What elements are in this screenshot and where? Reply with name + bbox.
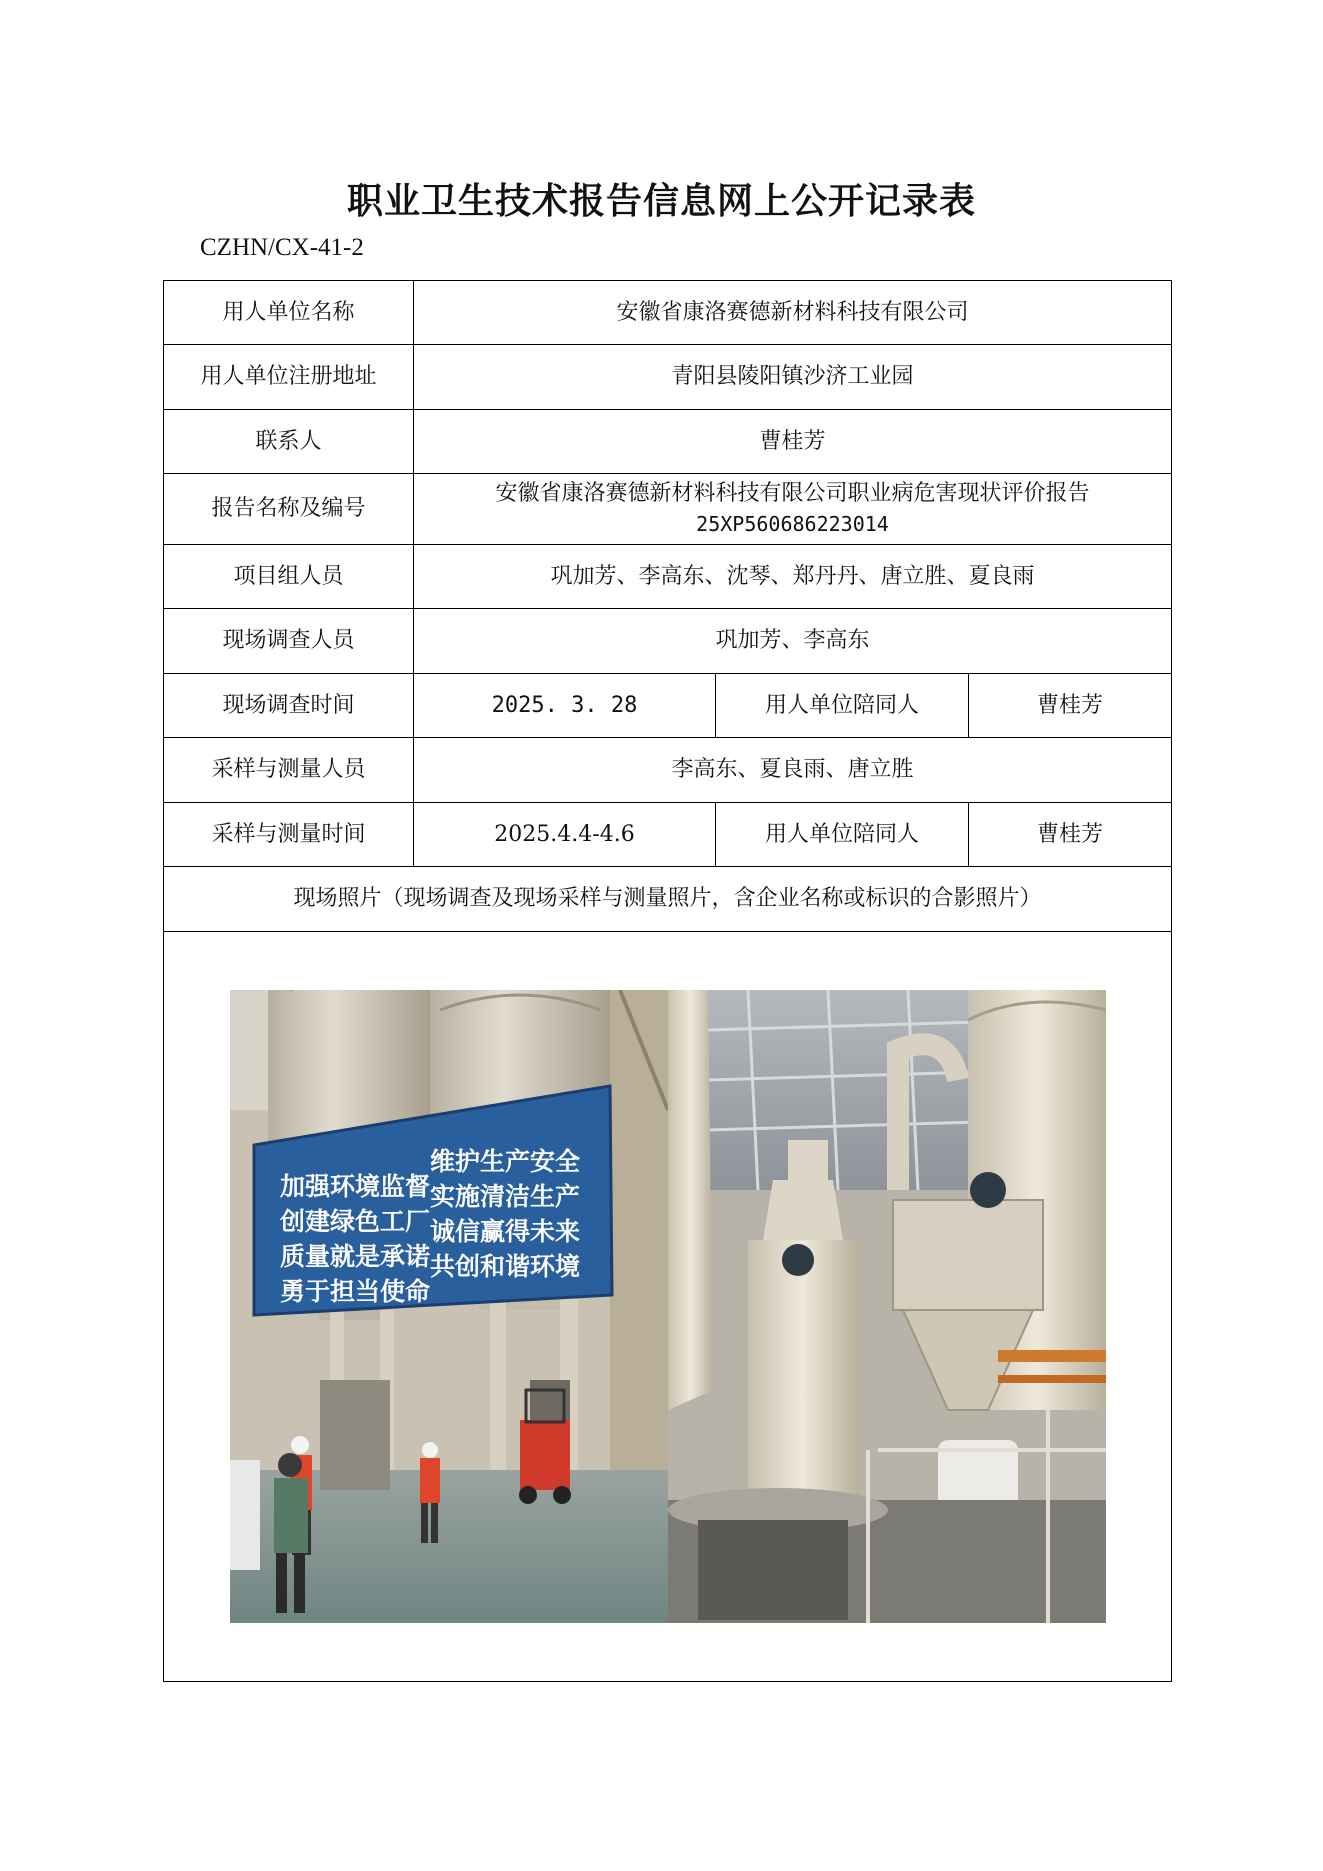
sampling-time-value: 2025.4.4-4.6 <box>414 803 716 867</box>
record-table <box>163 280 1172 1682</box>
team-label: 项目组人员 <box>164 545 414 609</box>
table-row <box>164 674 1172 738</box>
sampling-time-label: 采样与测量时间 <box>164 803 414 867</box>
site-photo-right-image <box>668 990 1106 1623</box>
accompany-value-2: 曹桂芳 <box>969 803 1172 867</box>
table-row <box>164 609 1172 674</box>
sign-line-5: 维护生产安全 <box>429 1147 580 1176</box>
photos-cell <box>164 932 1172 1682</box>
accompany-label-2: 用人单位陪同人 <box>716 803 969 867</box>
accompany-value-1: 曹桂芳 <box>969 674 1172 738</box>
sign-line-8: 共创和谐环境 <box>429 1252 580 1281</box>
sign-line-2: 创建绿色工厂 <box>279 1207 430 1236</box>
table-row <box>164 474 1172 545</box>
photos-header: 现场照片（现场调查及现场采样与测量照片，含企业名称或标识的合影照片） <box>164 867 1172 932</box>
table-row <box>164 545 1172 609</box>
report-number: 25XP560686223014 <box>696 512 889 536</box>
table-row <box>164 345 1172 410</box>
report-label: 报告名称及编号 <box>164 474 414 545</box>
sign-line-6: 实施清洁生产 <box>429 1182 580 1211</box>
document-title: 职业卫生技术报告信息网上公开记录表 <box>346 181 976 222</box>
site-photo-left-image <box>230 990 668 1623</box>
accompany-label-1: 用人单位陪同人 <box>716 674 969 738</box>
survey-staff-value: 巩加芳、李高东 <box>414 609 1172 674</box>
address-value: 青阳县陵阳镇沙济工业园 <box>414 345 1172 410</box>
table-row <box>164 867 1172 932</box>
site-photo-left <box>230 990 668 1623</box>
sampling-staff-label: 采样与测量人员 <box>164 738 414 803</box>
report-value <box>414 474 1172 545</box>
form-code: CZHN/CX-41-2 <box>200 234 364 261</box>
contact-value: 曹桂芳 <box>414 410 1172 474</box>
table-row <box>164 281 1172 345</box>
site-photo-right <box>668 990 1106 1623</box>
sign-line-7: 诚信赢得未来 <box>429 1217 580 1246</box>
table-row <box>164 803 1172 867</box>
sampling-staff-value: 李高东、夏良雨、唐立胜 <box>414 738 1172 803</box>
address-label: 用人单位注册地址 <box>164 345 414 410</box>
employer-name-value: 安徽省康洛赛德新材料科技有限公司 <box>414 281 1172 345</box>
report-name: 安徽省康洛赛德新材料科技有限公司职业病危害现状评价报告 <box>495 481 1090 506</box>
table-row <box>164 932 1172 1682</box>
team-value: 巩加芳、李高东、沈琴、郑丹丹、唐立胜、夏良雨 <box>414 545 1172 609</box>
contact-label: 联系人 <box>164 410 414 474</box>
employer-name-label: 用人单位名称 <box>164 281 414 345</box>
table-row <box>164 410 1172 474</box>
survey-time-label: 现场调查时间 <box>164 674 414 738</box>
sign-line-1: 加强环境监督 <box>279 1172 430 1201</box>
survey-staff-label: 现场调查人员 <box>164 609 414 674</box>
sign-line-3: 质量就是承诺 <box>279 1242 430 1271</box>
photos-container <box>164 932 1171 1681</box>
table-row <box>164 738 1172 803</box>
survey-time-value: 2025. 3. 28 <box>414 674 716 738</box>
sign-line-4: 勇于担当使命 <box>279 1277 430 1306</box>
